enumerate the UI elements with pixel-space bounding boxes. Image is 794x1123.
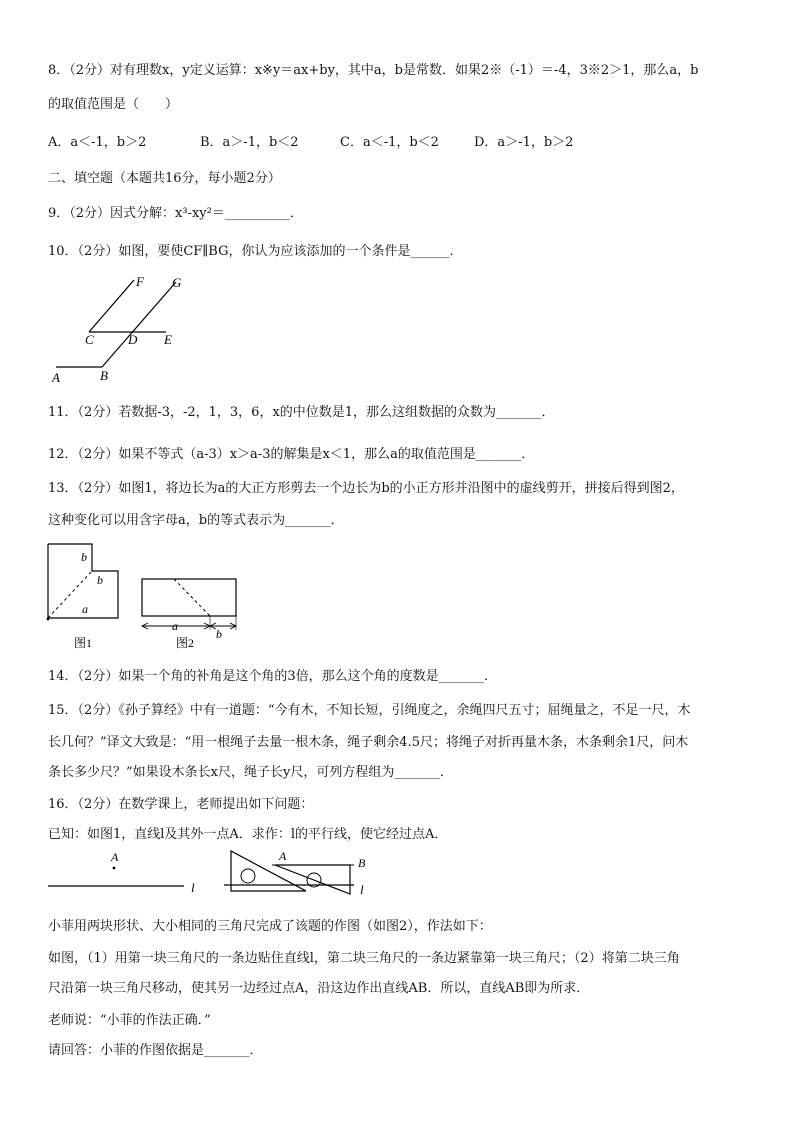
q15-stem-line3: 条长多少尺？”如果设木条长x尺，绳子长y尺，可列方程组为_______． <box>48 765 453 780</box>
q16-fig1-label-l: l <box>191 880 195 895</box>
q16-line5: 尺沿第一块三角尺移动，使其另一边经过点A，沿这边作出直线AB．所以，直线AB即为所求． <box>48 981 590 996</box>
q13-fig1-label-a: a <box>82 602 88 616</box>
q16-line4: 如图，（1）用第一块三角尺的一条边贴住直线l，第二块三角尺的一条边紧靠第一块三角尺；（2）将第二块三角 <box>48 951 680 966</box>
section-heading-fill-in: 二、填空题（本题共16分，每小题2分） <box>48 171 281 186</box>
q10-label-g: G <box>172 275 182 290</box>
q16-fig2-label-l: l <box>360 882 364 897</box>
q8-stem-line2: 的取值范围是（ ） <box>48 97 179 112</box>
q13-fig1-label-b-side: b <box>97 573 103 587</box>
q10-label-b: B <box>100 368 108 383</box>
q13-fig1-label-b-top: b <box>81 550 87 564</box>
q8-option-b: B．a＞-1，b＜2 <box>200 135 299 150</box>
q16-figure <box>44 845 384 900</box>
q10-text: 10．（2分）如图，要使CF∥BG，你认为应该添加的一个条件是______． <box>48 244 463 259</box>
q12-text: 12．（2分）如果不等式（a-3）x＞a-3的解集是x＜1，那么a的取值范围是_______． <box>48 447 535 462</box>
q13-fig1-caption: 图1 <box>74 636 93 650</box>
q10-label-a: A <box>52 370 60 385</box>
q16-line2: 已知：如图1，直线l及其外一点A．求作：l的平行线，使它经过点A． <box>48 827 448 842</box>
q10-label-e: E <box>164 332 172 347</box>
q16-fig2-label-a: A <box>279 849 287 863</box>
q15-stem-line2: 长几何？”译文大致是：“用一根绳子去量一根木条，绳子剩余4.5尺；将绳子对折再量木条，木条剩余1尺，问木 <box>48 735 689 750</box>
q10-label-d: D <box>128 332 138 347</box>
q16-line7: 请回答：小菲的作图依据是_______． <box>48 1043 263 1058</box>
q16-fig1-label-a: A <box>111 850 119 864</box>
q14-text: 14．（2分）如果一个角的补角是这个角的3倍，那么这个角的度数是_______． <box>48 669 498 684</box>
q8-option-d: D．a＞-1，b＞2 <box>474 135 574 150</box>
q13-fig2-caption: 图2 <box>176 636 195 650</box>
q10-label-c: C <box>85 332 94 347</box>
q10-label-f: F <box>136 274 144 289</box>
q13-stem-line1: 13．（2分）如图1，将边长为a的大正方形剪去一个边长为b的小正方形并沿图中的虚线剪开，拼接后得到图2， <box>48 481 684 496</box>
q11-text: 11．（2分）若数据-3，-2，1，3，6，x的中位数是1，那么这组数据的众数为_______． <box>48 405 555 420</box>
q8-stem-line1: 8．（2分）对有理数x，y定义运算：x※y＝ax+by，其中a，b是常数．如果2※（-1）＝-4，3※2＞1，那么a，b <box>48 63 699 78</box>
q16-line3: 小菲用两块形状、大小相同的三角尺完成了该题的作图（如图2），作法如下： <box>48 919 492 934</box>
q13-fig2-label-a: a <box>172 619 178 633</box>
q15-stem-line1: 15．（2分）《孙子算经》中有一道题：“今有木，不知长短，引绳度之，余绳四尺五寸；屈绳量之，不足一尺，木 <box>48 703 691 718</box>
q8-option-c: C．a＜-1，b＜2 <box>340 135 439 150</box>
q13-fig2-label-b: b <box>216 627 222 641</box>
q16-line1: 16．（2分）在数学课上，老师提出如下问题： <box>48 797 314 812</box>
q13-figure <box>44 540 244 655</box>
q16-line6: 老师说：“小菲的作法正确．” <box>48 1013 211 1028</box>
q9-text: 9．（2分）因式分解：x³-xy²＝__________． <box>48 206 303 221</box>
q13-stem-line2: 这种变化可以用含字母a，b的等式表示为_______． <box>48 513 344 528</box>
q10-figure <box>44 270 204 390</box>
q8-option-a: A．a＜-1，b＞2 <box>48 135 147 150</box>
q16-fig2-label-b: B <box>358 856 366 870</box>
